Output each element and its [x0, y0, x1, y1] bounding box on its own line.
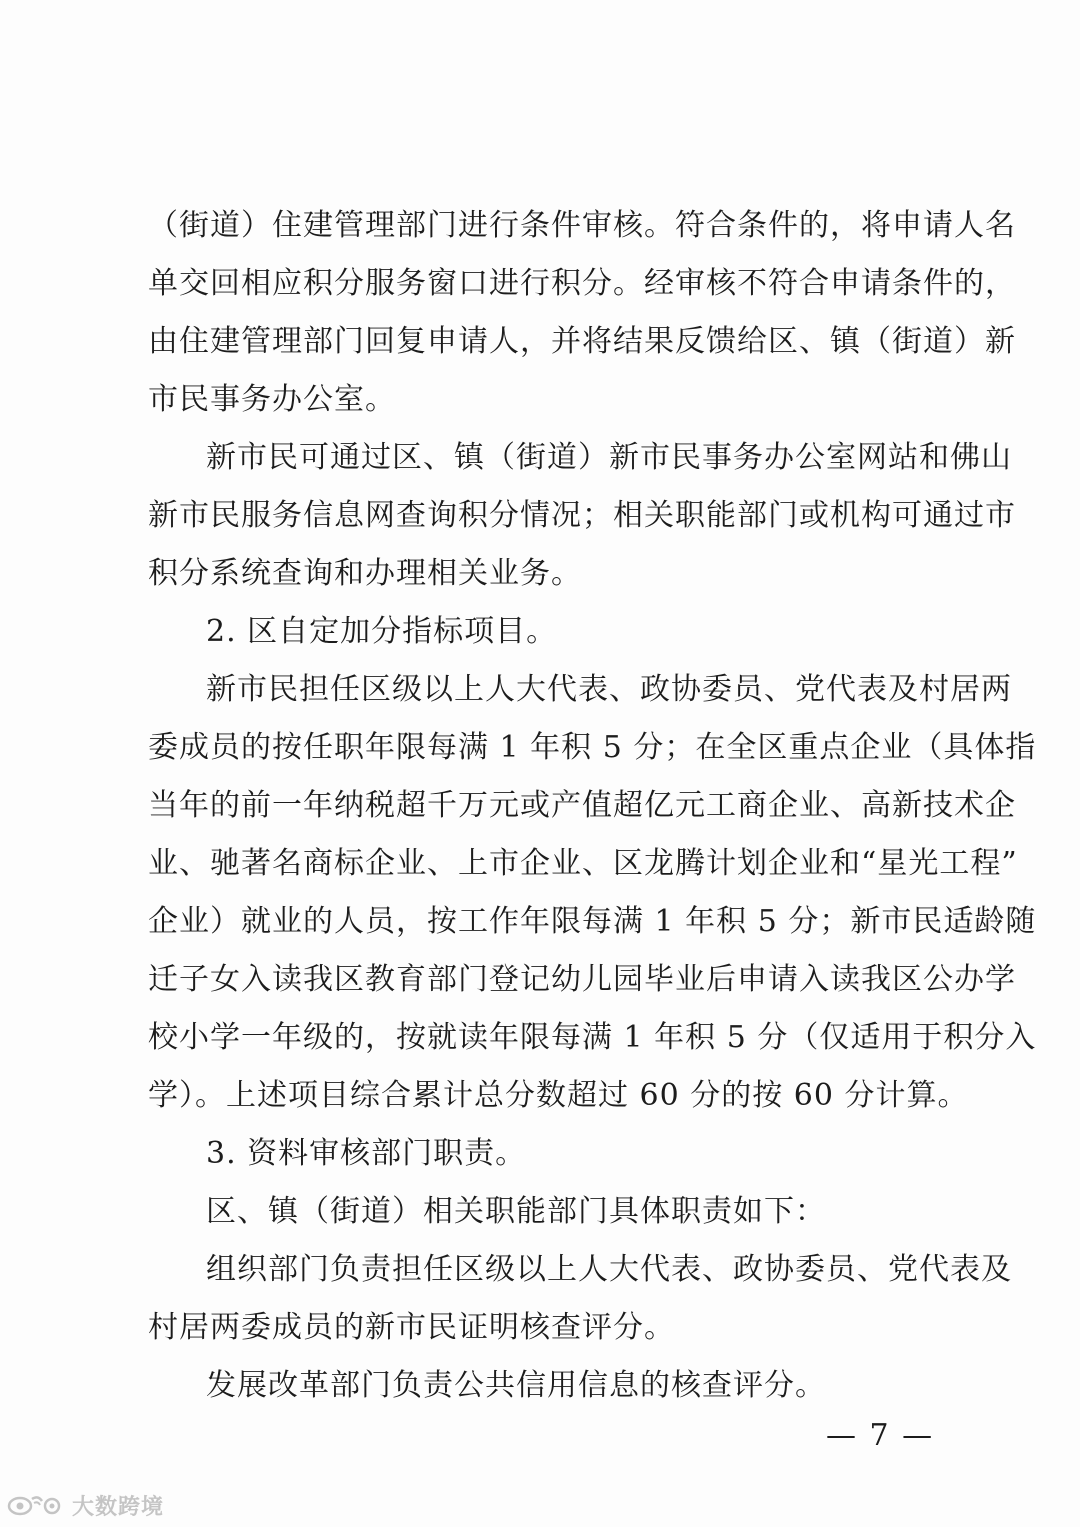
weibo-eye-icon [6, 1493, 66, 1517]
text-line: 学）。上述项目综合累计总分数超过 60 分的按 60 分计算。 [148, 1078, 969, 1113]
text-line: 迁子女入读我区教育部门登记幼儿园毕业后申请入读我区公办学 [148, 962, 1016, 997]
text-line: 由住建管理部门回复申请人，并将结果反馈给区、镇（街道）新 [148, 324, 1016, 359]
text-line: （街道）住建管理部门进行条件审核。符合条件的，将申请人名 [148, 208, 1016, 243]
text-line: 新市民可通过区、镇（街道）新市民事务办公室网站和佛山 [206, 440, 1012, 475]
watermark-text: 大数跨境 [72, 1494, 165, 1520]
text-line: 组织部门负责担任区级以上人大代表、政协委员、党代表及 [206, 1252, 1012, 1287]
watermark [6, 1490, 164, 1520]
text-line: 校小学一年级的，按就读年限每满 1 年积 5 分（仅适用于积分入 [148, 1020, 1037, 1055]
text-line: 企业）就业的人员，按工作年限每满 1 年积 5 分；新市民适龄随 [148, 904, 1037, 939]
text-line: 发展改革部门负责公共信用信息的核查评分。 [206, 1368, 826, 1403]
section-heading: 3. 资料审核部门职责。 [206, 1136, 527, 1171]
text-line: 业、驰著名商标企业、上市企业、区龙腾计划企业和“星光工程” [148, 846, 1018, 881]
text-line: 市民事务办公室。 [148, 382, 396, 417]
text-line: 区、镇（街道）相关职能部门具体职责如下： [206, 1194, 826, 1229]
text-line: 委成员的按任职年限每满 1 年积 5 分；在全区重点企业（具体指 [148, 730, 1037, 765]
text-line: 积分系统查询和办理相关业务。 [148, 556, 582, 591]
text-line: 当年的前一年纳税超千万元或产值超亿元工商企业、高新技术企 [148, 788, 1016, 823]
text-line: 村居两委成员的新市民证明核查评分。 [148, 1310, 675, 1345]
text-line: 新市民服务信息网查询积分情况；相关职能部门或机构可通过市 [148, 498, 1016, 533]
page-number: — 7 — [826, 1418, 935, 1453]
section-heading: 2. 区自定加分指标项目。 [206, 614, 558, 649]
text-line: 单交回相应积分服务窗口进行积分。经审核不符合申请条件的， [148, 266, 1016, 301]
text-line: 新市民担任区级以上人大代表、政协委员、党代表及村居两 [206, 672, 1012, 707]
